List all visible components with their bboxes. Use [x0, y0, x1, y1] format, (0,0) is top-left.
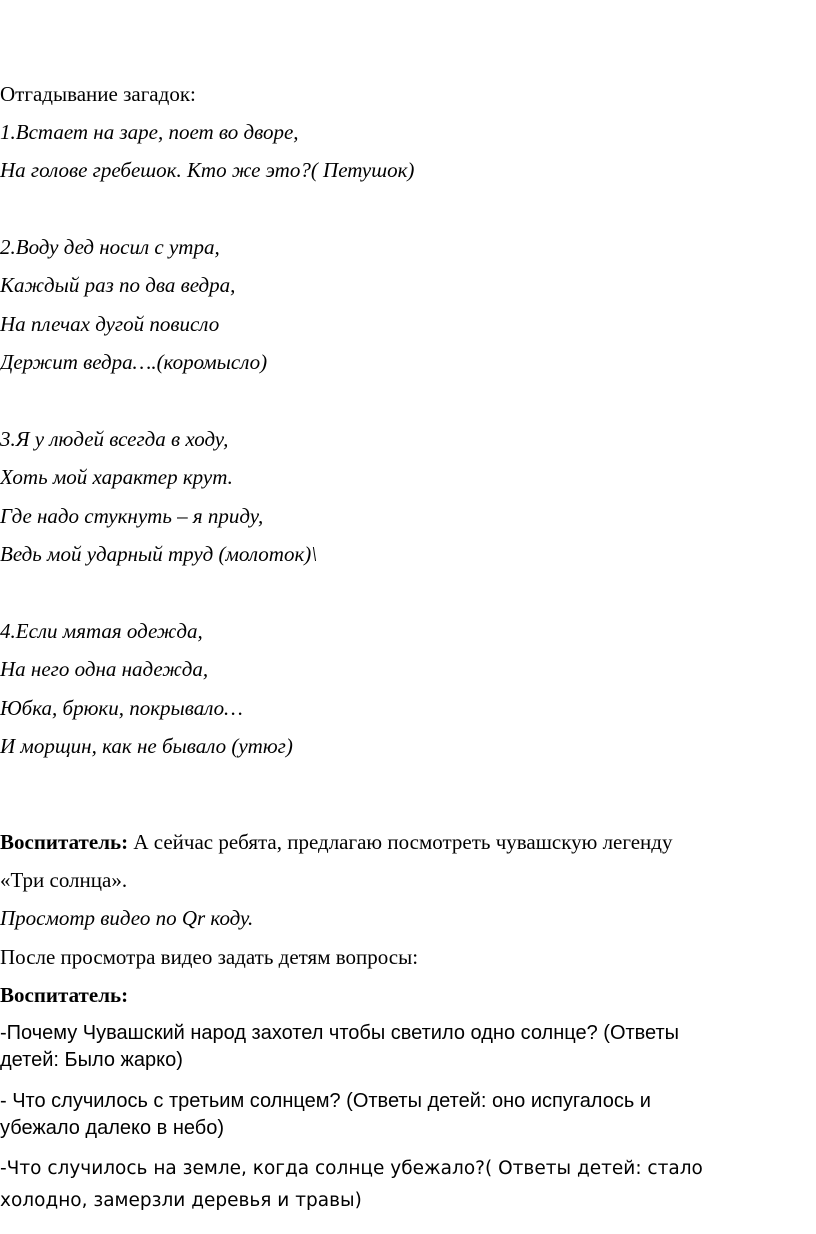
teacher-intro: [0, 830, 672, 854]
riddle-1-line-2: На голове гребешок. Кто же это?( Петушок): [0, 158, 415, 182]
riddle-2-line-4: Держит ведра….(коромысло): [0, 350, 268, 374]
question-2-line-1: - Что случилось с третьим солнцем? (Ответы детей: оно испугалось и: [0, 1090, 651, 1112]
riddle-2-line-2: Каждый раз по два ведра,: [0, 273, 236, 297]
riddle-1-line-1: 1.Встает на заре, поет во дворе,: [0, 120, 299, 144]
riddle-3-line-3: Где надо стукнуть – я приду,: [0, 504, 264, 528]
question-1-line-2: детей: Было жарко): [0, 1049, 183, 1071]
riddle-4-line-1: 4.Если мятая одежда,: [0, 619, 203, 643]
riddle-3-line-2: Хоть мой характер крут.: [0, 465, 233, 489]
riddle-2-line-3: На плечах дугой повисло: [0, 312, 220, 336]
riddle-4-line-2: На него одна надежда,: [0, 657, 209, 681]
riddle-2-line-1: 2.Воду дед носил с утра,: [0, 235, 220, 259]
riddle-4-line-3: Юбка, брюки, покрывало…: [0, 696, 243, 720]
question-2-line-2: убежало далеко в небо): [0, 1117, 225, 1139]
question-1-line-1: -Почему Чувашский народ захотел чтобы светило одно солнце? (Ответы: [0, 1022, 680, 1044]
question-3-line-1: -Что случилось на земле, когда солнце убежало?( Ответы детей: стало: [0, 1158, 703, 1179]
riddles-heading: Отгадывание загадок:: [0, 82, 196, 106]
teacher-intro-text: А сейчас ребята, предлагаю посмотреть чувашскую легенду: [128, 830, 673, 854]
legend-title: «Три солнца».: [0, 868, 128, 892]
riddle-3-line-4: Ведь мой ударный труд (молоток)\: [0, 542, 318, 566]
riddle-4-line-4: И морщин, как не бывало (утюг): [0, 734, 293, 758]
teacher-label: Воспитатель:: [0, 830, 129, 854]
riddle-3-line-1: 3.Я у людей всегда в ходу,: [0, 427, 229, 451]
after-video-instruction: После просмотра видео задать детям вопросы:: [0, 945, 419, 969]
question-3-line-2: холодно, замерзли деревья и травы): [0, 1190, 362, 1211]
teacher-label-2: Воспитатель:: [0, 983, 129, 1007]
video-note: Просмотр видео по Qr коду.: [0, 906, 254, 930]
